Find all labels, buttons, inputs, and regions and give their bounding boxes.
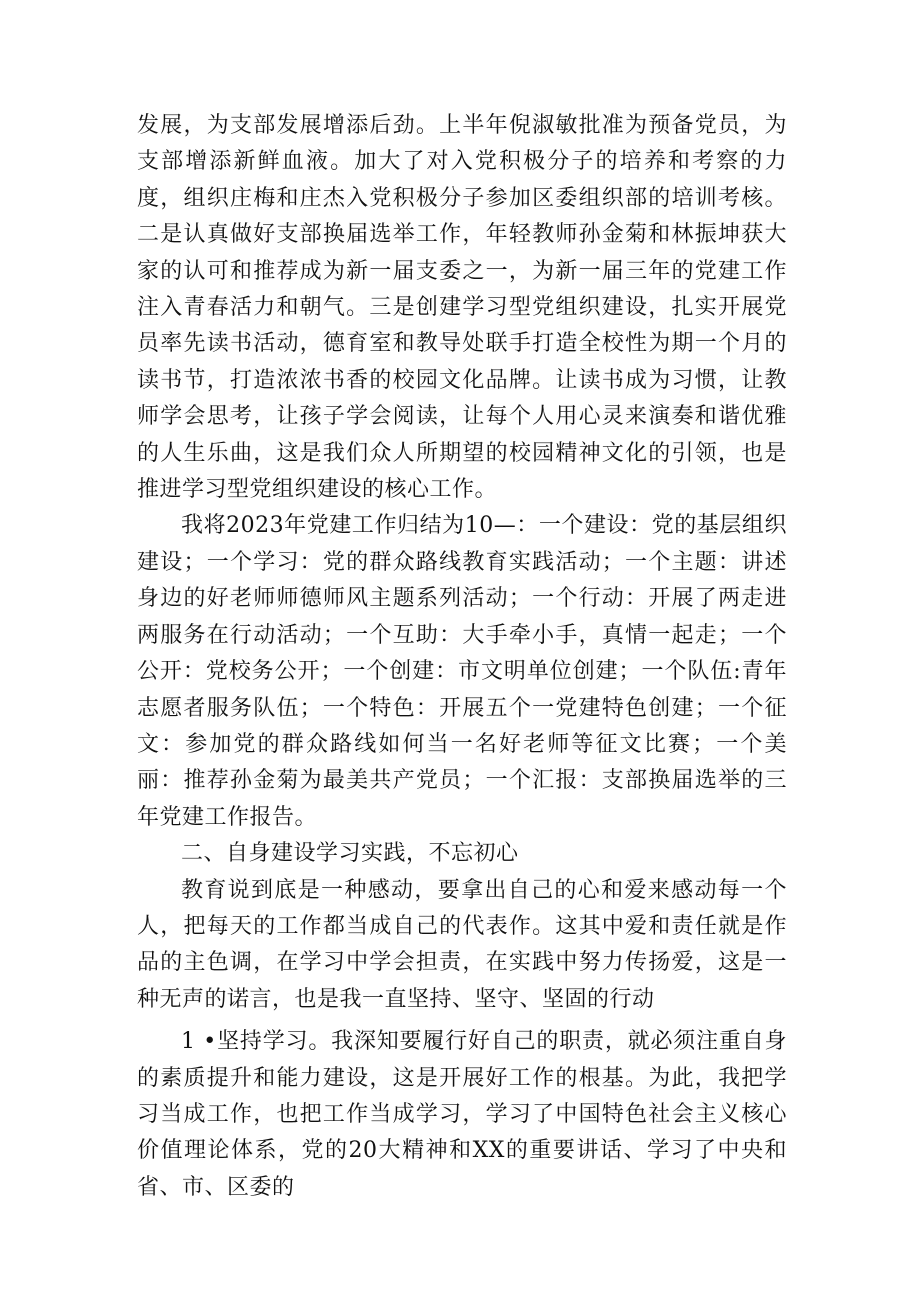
paragraph-party-development: 发展，为支部发展增添后劲。上半年倪淑敏批准为预备党员，为支部增添新鲜血液。加大了对入党积极分子的培养和考察的力度，组织庄梅和庄杰入党积极分子参加区委组织部的培训考核。二是认真做好支部换届选举工作，年轻教师孙金菊和林振坤获大家的认可和推荐成为新一届支委之一，为新一届三年的党建工作注入青春活力和朝气。三是创建学习型党组织建设，扎实开展党员率先读书活动，德育室和教导处联手打造全校性为期一个月的读书节，打造浓浓书香的校园文化品牌。让读书成为习惯，让教师学会思考，让孩子学会阅读，让每个人用心灵来演奏和谐优雅的人生乐曲，这是我们众人所期望的校园精神文化的引领，也是推进学习型党组织建设的核心工作。 xyxy=(137,113,787,503)
paragraph-education-touch: 教育说到底是一种感动，要拿出自己的心和爱来感动每一个人，把每天的工作都当成自己的代表作。这其中爱和责任就是作品的主色调，在学习中学会担责，在实践中努力传扬爱，这是一种无声的诺言，也是我一直坚持、坚守、坚固的行动 xyxy=(137,877,787,1012)
section-heading-self-building: 二、自身建设学习实践，不忘初心 xyxy=(181,841,519,867)
paragraph-ten-ones: 我将2023年党建工作归结为10—：一个建设：党的基层组织建设；一个学习：党的群众路线教育实践活动；一个主题：讲述身边的好老师师德师风主题系列活动；一个行动：开展了两走进两服务在行动活动；一个互助：大手牵小手，真情一起走；一个公开：党校务公开；一个创建：市文明单位创建；一个队伍:青年志愿者服务队伍；一个特色：开展五个一党建特色创建；一个征文：参加党的群众路线如何当一名好老师等征文比赛；一个美丽：推荐孙金菊为最美共产党员；一个汇报：支部换届选举的三年党建工作报告。 xyxy=(137,513,787,830)
document-body xyxy=(137,108,787,1206)
paragraph-persist-learning: 1 •坚持学习。我深知要履行好自己的职责，就必须注重自身的素质提升和能力建设，这是开展好工作的根基。为此，我把学习当成工作，也把工作当成学习，学习了中国特色社会主义核心价值理论体系，党的20大精神和XX的重要讲话、学习了中央和省、市、区委的 xyxy=(137,1029,787,1200)
